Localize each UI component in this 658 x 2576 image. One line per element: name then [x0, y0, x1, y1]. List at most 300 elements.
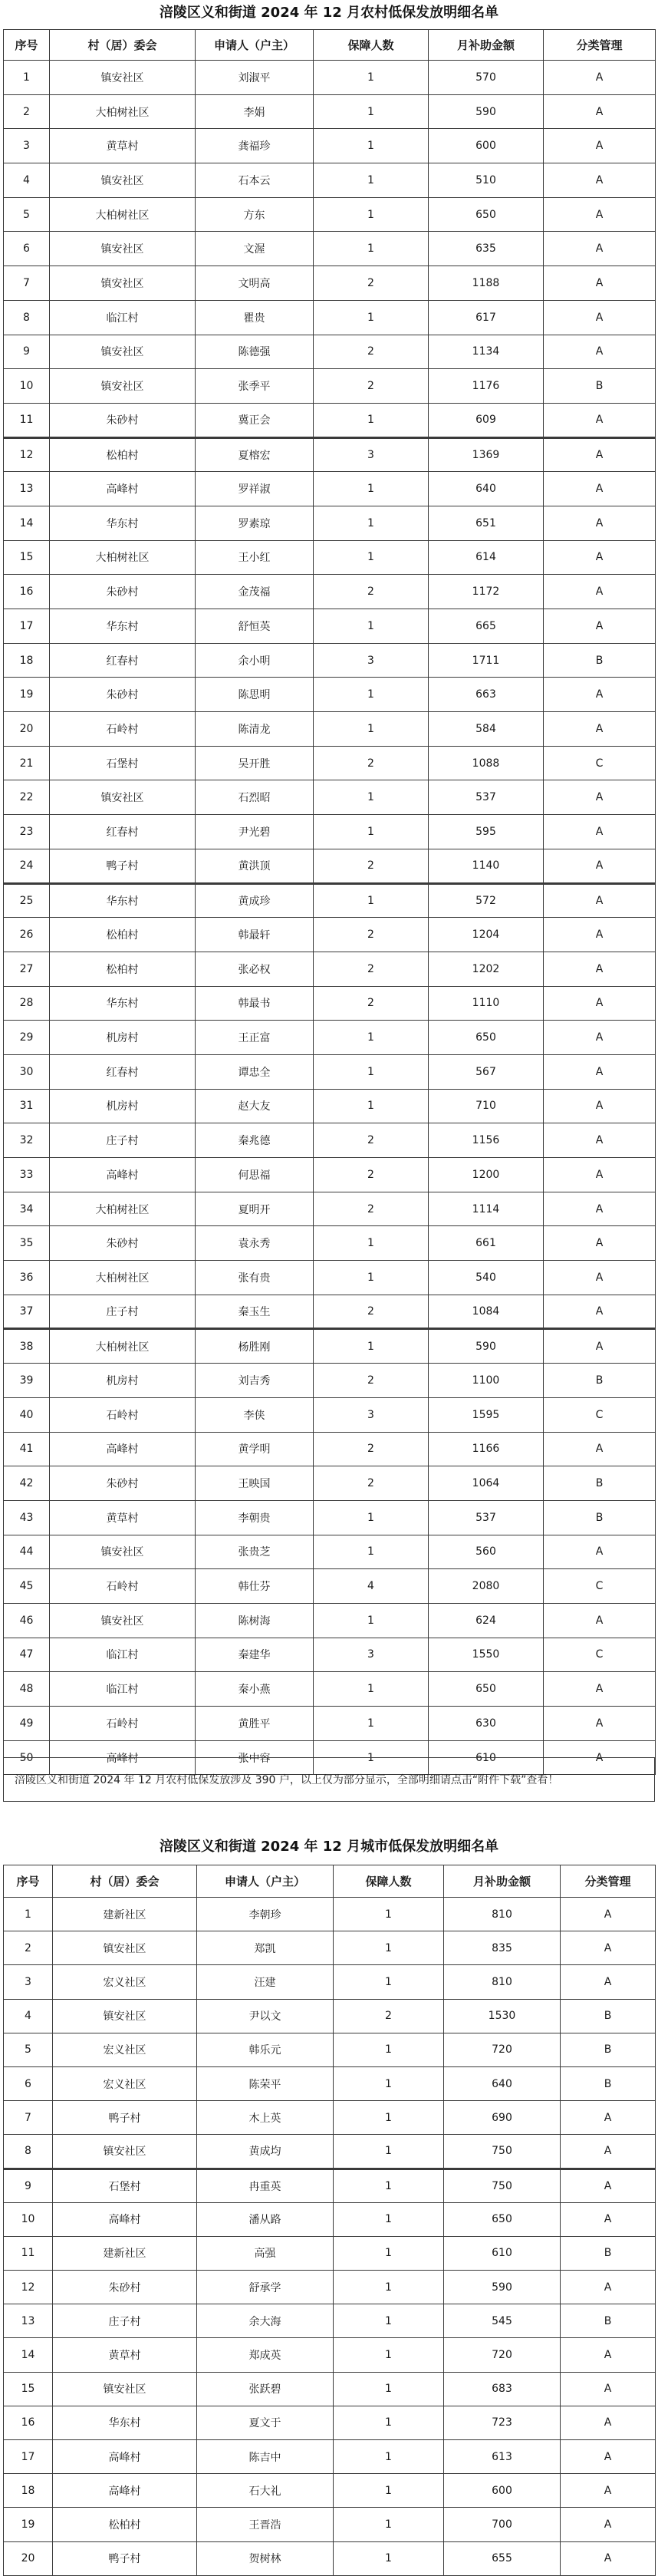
table-cell: 黄成均	[197, 2135, 334, 2169]
table-row	[4, 1931, 656, 1965]
table-cell: 石岭村	[50, 1397, 196, 1432]
table-cell: 14	[4, 506, 50, 540]
table-cell: 29	[4, 1021, 50, 1055]
table-row	[4, 1021, 656, 1055]
table-cell: 1176	[429, 369, 544, 404]
table-cell: 2	[314, 952, 429, 986]
table-cell: A	[561, 2169, 656, 2202]
table-cell: 609	[429, 403, 544, 437]
table-cell: 13	[4, 472, 50, 506]
table-cell: 540	[429, 1261, 544, 1295]
table-cell: A	[544, 609, 656, 644]
table-cell: 松柏村	[50, 952, 196, 986]
table-cell: 汪建	[197, 1965, 334, 1999]
table-cell: 镇安社区	[53, 1931, 197, 1965]
table-cell: 567	[429, 1054, 544, 1089]
table-cell: 吴开胜	[196, 746, 314, 780]
table-cell: 1	[314, 678, 429, 712]
table-cell: 1156	[429, 1123, 544, 1158]
table-cell: 1114	[429, 1192, 544, 1226]
table-cell: 金茂福	[196, 575, 314, 609]
urban-title: 涪陵区义和街道 2024 年 12 月城市低保发放明细名单	[159, 1839, 499, 1855]
table-cell: A	[561, 1965, 656, 1999]
table-cell: 2080	[429, 1569, 544, 1604]
table-cell: 黄草村	[50, 129, 196, 163]
table-cell: 723	[444, 2406, 561, 2439]
table-row	[4, 472, 656, 506]
table-cell: 2	[4, 1931, 53, 1965]
table-cell: 1	[314, 609, 429, 644]
table-cell: 1	[334, 2406, 444, 2439]
urban-table	[3, 1865, 656, 2576]
table-row	[4, 403, 656, 437]
table-cell: 大柏树社区	[50, 94, 196, 129]
column-header: 月补助金额	[429, 30, 544, 61]
table-cell: 王小红	[196, 540, 314, 575]
table-row	[4, 1089, 656, 1123]
table-cell: A	[544, 1432, 656, 1466]
table-cell: 1	[334, 1931, 444, 1965]
table-cell: A	[561, 2508, 656, 2541]
table-cell: 1	[314, 1603, 429, 1638]
table-cell: 1100	[429, 1364, 544, 1398]
table-cell: A	[544, 575, 656, 609]
table-cell: A	[544, 94, 656, 129]
table-row	[4, 1898, 656, 1931]
table-cell: 木上英	[197, 2101, 334, 2135]
table-cell: 25	[4, 883, 50, 918]
table-cell: 1202	[429, 952, 544, 986]
table-row	[4, 506, 656, 540]
table-cell: 镇安社区	[50, 335, 196, 369]
table-row	[4, 1638, 656, 1672]
table-cell: 1	[314, 61, 429, 95]
table-cell: 庄子村	[50, 1123, 196, 1158]
table-cell: 4	[4, 163, 50, 198]
table-cell: 石大礼	[197, 2474, 334, 2508]
table-cell: 夏明开	[196, 1192, 314, 1226]
table-cell: B	[561, 2304, 656, 2338]
table-cell: 2	[314, 335, 429, 369]
table-cell: 537	[429, 780, 544, 815]
table-cell: 鸭子村	[53, 2101, 197, 2135]
table-cell: 王映国	[196, 1466, 314, 1501]
table-cell: 640	[444, 2066, 561, 2100]
table-cell: A	[544, 952, 656, 986]
table-cell: 20	[4, 712, 50, 747]
table-cell: 3	[314, 643, 429, 678]
table-cell: 赵大友	[196, 1089, 314, 1123]
table-cell: 1	[334, 2236, 444, 2270]
table-cell: 42	[4, 1466, 50, 1501]
table-cell: 510	[429, 163, 544, 198]
table-cell: 1064	[429, 1466, 544, 1501]
table-cell: 572	[429, 883, 544, 918]
table-cell: 黄洪顶	[196, 849, 314, 883]
table-cell: 810	[444, 1898, 561, 1931]
table-cell: 瞿贵	[196, 300, 314, 335]
table-cell: A	[544, 1158, 656, 1192]
table-cell: B	[544, 643, 656, 678]
table-cell: 48	[4, 1672, 50, 1707]
table-cell: 1	[314, 94, 429, 129]
table-cell: 1	[314, 1226, 429, 1261]
table-cell: 16	[4, 575, 50, 609]
table-row	[4, 2169, 656, 2202]
table-cell: 600	[429, 129, 544, 163]
table-cell: A	[544, 1672, 656, 1707]
column-header: 序号	[4, 1865, 53, 1898]
table-row	[4, 1158, 656, 1192]
table-cell: A	[544, 300, 656, 335]
table-cell: 570	[429, 61, 544, 95]
table-cell: B	[561, 2033, 656, 2066]
table-cell: 595	[429, 815, 544, 849]
table-cell: 华东村	[50, 506, 196, 540]
table-cell: 2	[314, 918, 429, 952]
table-cell: 624	[429, 1603, 544, 1638]
table-cell: 石堡村	[50, 746, 196, 780]
table-cell: 1	[314, 1500, 429, 1535]
table-cell: 余大海	[197, 2304, 334, 2338]
table-cell: 高峰村	[50, 472, 196, 506]
table-cell: 710	[429, 1089, 544, 1123]
table-row	[4, 266, 656, 301]
table-cell: 冀正会	[196, 403, 314, 437]
table-cell: A	[544, 266, 656, 301]
table-cell: 高峰村	[50, 1432, 196, 1466]
column-header: 村（居）委会	[53, 1865, 197, 1898]
table-cell: 10	[4, 2202, 53, 2236]
table-cell: 537	[429, 1500, 544, 1535]
rural-header-row	[4, 30, 656, 61]
table-cell: 1	[314, 1740, 429, 1775]
table-cell: 夏文于	[197, 2406, 334, 2439]
table-cell: 39	[4, 1364, 50, 1398]
table-cell: 镇安社区	[50, 266, 196, 301]
table-cell: 9	[4, 2169, 53, 2202]
table-cell: B	[544, 1364, 656, 1398]
table-cell: 5	[4, 2033, 53, 2066]
table-cell: 1188	[429, 266, 544, 301]
table-cell: 1	[314, 712, 429, 747]
table-cell: 龚福珍	[196, 129, 314, 163]
table-row	[4, 2372, 656, 2406]
table-cell: 50	[4, 1740, 50, 1775]
table-cell: 1	[334, 2474, 444, 2508]
table-cell: 黄学明	[196, 1432, 314, 1466]
table-cell: 2	[314, 575, 429, 609]
table-cell: 12	[4, 437, 50, 472]
table-cell: 王晋浩	[197, 2508, 334, 2541]
table-cell: 16	[4, 2406, 53, 2439]
table-row	[4, 163, 656, 198]
table-row	[4, 1295, 656, 1329]
table-cell: A	[544, 918, 656, 952]
table-cell: 大柏树社区	[50, 197, 196, 232]
table-cell: 石本云	[196, 163, 314, 198]
table-cell: 镇安社区	[53, 1999, 197, 2033]
table-cell: 松柏村	[50, 437, 196, 472]
table-cell: 张跃碧	[197, 2372, 334, 2406]
table-cell: 545	[444, 2304, 561, 2338]
table-cell: 34	[4, 1192, 50, 1226]
table-cell: 2	[334, 1999, 444, 2033]
table-cell: 560	[429, 1535, 544, 1569]
table-cell: 文明高	[196, 266, 314, 301]
table-row	[4, 2066, 656, 2100]
table-row	[4, 2338, 656, 2372]
table-cell: 陈树海	[196, 1603, 314, 1638]
table-cell: 5	[4, 197, 50, 232]
table-cell: 韩最轩	[196, 918, 314, 952]
table-cell: A	[544, 1226, 656, 1261]
table-row	[4, 2508, 656, 2541]
table-cell: 石岭村	[50, 1569, 196, 1604]
table-cell: 17	[4, 2440, 53, 2474]
table-cell: 12	[4, 2271, 53, 2304]
table-cell: 朱砂村	[50, 678, 196, 712]
table-cell: 1172	[429, 575, 544, 609]
table-cell: 6	[4, 232, 50, 266]
table-cell: A	[544, 1535, 656, 1569]
table-cell: A	[544, 1054, 656, 1089]
table-cell: 1	[314, 815, 429, 849]
table-cell: 1	[334, 2202, 444, 2236]
table-cell: 14	[4, 2338, 53, 2372]
table-row	[4, 1397, 656, 1432]
table-row	[4, 1535, 656, 1569]
table-cell: 1595	[429, 1397, 544, 1432]
table-row	[4, 1707, 656, 1741]
table-row	[4, 643, 656, 678]
table-cell: B	[561, 1999, 656, 2033]
table-cell: 1110	[429, 986, 544, 1021]
table-cell: 6	[4, 2066, 53, 2100]
table-cell: 22	[4, 780, 50, 815]
table-cell: 650	[429, 197, 544, 232]
table-cell: 10	[4, 369, 50, 404]
table-cell: 高峰村	[53, 2440, 197, 2474]
table-cell: 红春村	[50, 643, 196, 678]
table-cell: 朱砂村	[50, 403, 196, 437]
table-cell: 高峰村	[50, 1740, 196, 1775]
table-cell: 700	[444, 2508, 561, 2541]
table-cell: 1	[314, 1054, 429, 1089]
table-cell: 31	[4, 1089, 50, 1123]
table-cell: 1	[314, 472, 429, 506]
table-cell: 韩仕芬	[196, 1569, 314, 1604]
table-cell: 镇安社区	[50, 369, 196, 404]
table-cell: A	[544, 712, 656, 747]
table-cell: 661	[429, 1226, 544, 1261]
table-cell: A	[544, 1123, 656, 1158]
table-row	[4, 197, 656, 232]
table-cell: A	[561, 2474, 656, 2508]
table-cell: 机房村	[50, 1089, 196, 1123]
table-cell: 1	[314, 540, 429, 575]
table-cell: 13	[4, 2304, 53, 2338]
table-cell: 635	[429, 232, 544, 266]
table-cell: 1	[314, 1707, 429, 1741]
table-cell: 2	[314, 849, 429, 883]
table-row	[4, 129, 656, 163]
table-row	[4, 2135, 656, 2169]
table-cell: 陈清龙	[196, 712, 314, 747]
table-row	[4, 1364, 656, 1398]
table-row	[4, 2474, 656, 2508]
table-cell: 罗素琼	[196, 506, 314, 540]
table-row	[4, 369, 656, 404]
table-cell: 41	[4, 1432, 50, 1466]
table-cell: 何思福	[196, 1158, 314, 1192]
table-cell: 1369	[429, 437, 544, 472]
table-cell: A	[544, 1740, 656, 1775]
column-header: 保障人数	[314, 30, 429, 61]
table-row	[4, 1226, 656, 1261]
table-row	[4, 2202, 656, 2236]
table-cell: 1	[314, 232, 429, 266]
table-row	[4, 1261, 656, 1295]
table-cell: 高峰村	[50, 1158, 196, 1192]
table-cell: 镇安社区	[53, 2372, 197, 2406]
table-cell: 18	[4, 643, 50, 678]
table-cell: 刘淑平	[196, 61, 314, 95]
table-cell: 高峰村	[53, 2202, 197, 2236]
table-cell: 663	[429, 678, 544, 712]
table-cell: 1	[334, 1898, 444, 1931]
table-cell: 宏义社区	[53, 2066, 197, 2100]
table-cell: 590	[444, 2271, 561, 2304]
table-cell: 2	[314, 1432, 429, 1466]
table-row	[4, 61, 656, 95]
table-cell: 黄草村	[53, 2338, 197, 2372]
table-row	[4, 1569, 656, 1604]
table-row	[4, 815, 656, 849]
table-cell: 610	[444, 2236, 561, 2270]
table-cell: A	[544, 335, 656, 369]
table-row	[4, 2406, 656, 2439]
column-header: 序号	[4, 30, 50, 61]
table-row	[4, 2236, 656, 2270]
table-cell: 18	[4, 2474, 53, 2508]
table-cell: 33	[4, 1158, 50, 1192]
table-cell: 陈荣平	[197, 2066, 334, 2100]
table-cell: 20	[4, 2541, 53, 2575]
table-cell: 1166	[429, 1432, 544, 1466]
table-cell: 机房村	[50, 1021, 196, 1055]
table-cell: 4	[314, 1569, 429, 1604]
table-cell: 2	[314, 1192, 429, 1226]
table-cell: 19	[4, 2508, 53, 2541]
table-cell: 1	[334, 2033, 444, 2066]
table-cell: 李朝珍	[197, 1898, 334, 1931]
table-cell: 朱砂村	[50, 1226, 196, 1261]
rural-title: 涪陵区义和街道 2024 年 12 月农村低保发放明细名单	[159, 5, 499, 21]
table-cell: 郑成英	[197, 2338, 334, 2372]
table-cell: A	[561, 2101, 656, 2135]
table-cell: 3	[314, 437, 429, 472]
table-cell: 1	[314, 1261, 429, 1295]
table-cell: 镇安社区	[50, 1603, 196, 1638]
table-cell: 1	[314, 1021, 429, 1055]
table-cell: A	[544, 197, 656, 232]
table-cell: 3	[4, 1965, 53, 1999]
table-cell: B	[561, 2236, 656, 2270]
table-cell: C	[544, 1569, 656, 1604]
table-cell: 建新社区	[53, 2236, 197, 2270]
table-cell: 1	[314, 506, 429, 540]
table-cell: 尹光碧	[196, 815, 314, 849]
table-cell: 2	[314, 986, 429, 1021]
table-cell: 1	[334, 2304, 444, 2338]
table-cell: 8	[4, 2135, 53, 2169]
table-cell: 临江村	[50, 1672, 196, 1707]
table-cell: 590	[429, 94, 544, 129]
table-cell: 华东村	[50, 883, 196, 918]
table-cell: 1	[314, 197, 429, 232]
table-cell: 2	[314, 1123, 429, 1158]
table-row	[4, 1192, 656, 1226]
table-cell: 44	[4, 1535, 50, 1569]
table-cell: 1	[314, 1535, 429, 1569]
table-cell: A	[544, 1089, 656, 1123]
table-cell: 镇安社区	[50, 780, 196, 815]
table-cell: 文渥	[196, 232, 314, 266]
table-cell: 40	[4, 1397, 50, 1432]
table-cell: 李侠	[196, 1397, 314, 1432]
table-cell: 机房村	[50, 1364, 196, 1398]
table-cell: 2	[314, 1364, 429, 1398]
rural-note: 涪陵区义和街道 2024 年 12 月农村低保发放涉及 390 户，以上仅为部分显示，全部明细请点击“附件下载”查看！	[3, 1757, 655, 1802]
table-cell: 秦玉生	[196, 1295, 314, 1329]
table-cell: 2	[314, 266, 429, 301]
table-cell: 张季平	[196, 369, 314, 404]
table-cell: 鸭子村	[50, 849, 196, 883]
table-cell: 1	[334, 2338, 444, 2372]
table-cell: 陈德强	[196, 335, 314, 369]
table-cell: A	[561, 2372, 656, 2406]
table-cell: 1	[314, 1329, 429, 1364]
table-cell: A	[544, 163, 656, 198]
table-cell: 35	[4, 1226, 50, 1261]
table-cell: 1711	[429, 643, 544, 678]
table-cell: 15	[4, 540, 50, 575]
table-cell: A	[544, 1192, 656, 1226]
table-cell: 1	[334, 1965, 444, 1999]
table-cell: C	[544, 746, 656, 780]
table-cell: B	[561, 2066, 656, 2100]
table-cell: 1	[314, 1089, 429, 1123]
table-cell: A	[544, 472, 656, 506]
table-cell: 张贵芝	[196, 1535, 314, 1569]
table-cell: 11	[4, 2236, 53, 2270]
table-cell: A	[561, 2338, 656, 2372]
table-cell: 李朝贵	[196, 1500, 314, 1535]
table-cell: 584	[429, 712, 544, 747]
table-cell: 1	[4, 61, 50, 95]
table-cell: 张有贵	[196, 1261, 314, 1295]
table-cell: 石岭村	[50, 712, 196, 747]
urban-header-row	[4, 1865, 656, 1898]
column-header: 分类管理	[561, 1865, 656, 1898]
table-cell: 720	[444, 2033, 561, 2066]
table-row	[4, 1054, 656, 1089]
table-row	[4, 678, 656, 712]
table-cell: 秦建华	[196, 1638, 314, 1672]
table-cell: 650	[429, 1021, 544, 1055]
table-cell: 谭忠全	[196, 1054, 314, 1089]
